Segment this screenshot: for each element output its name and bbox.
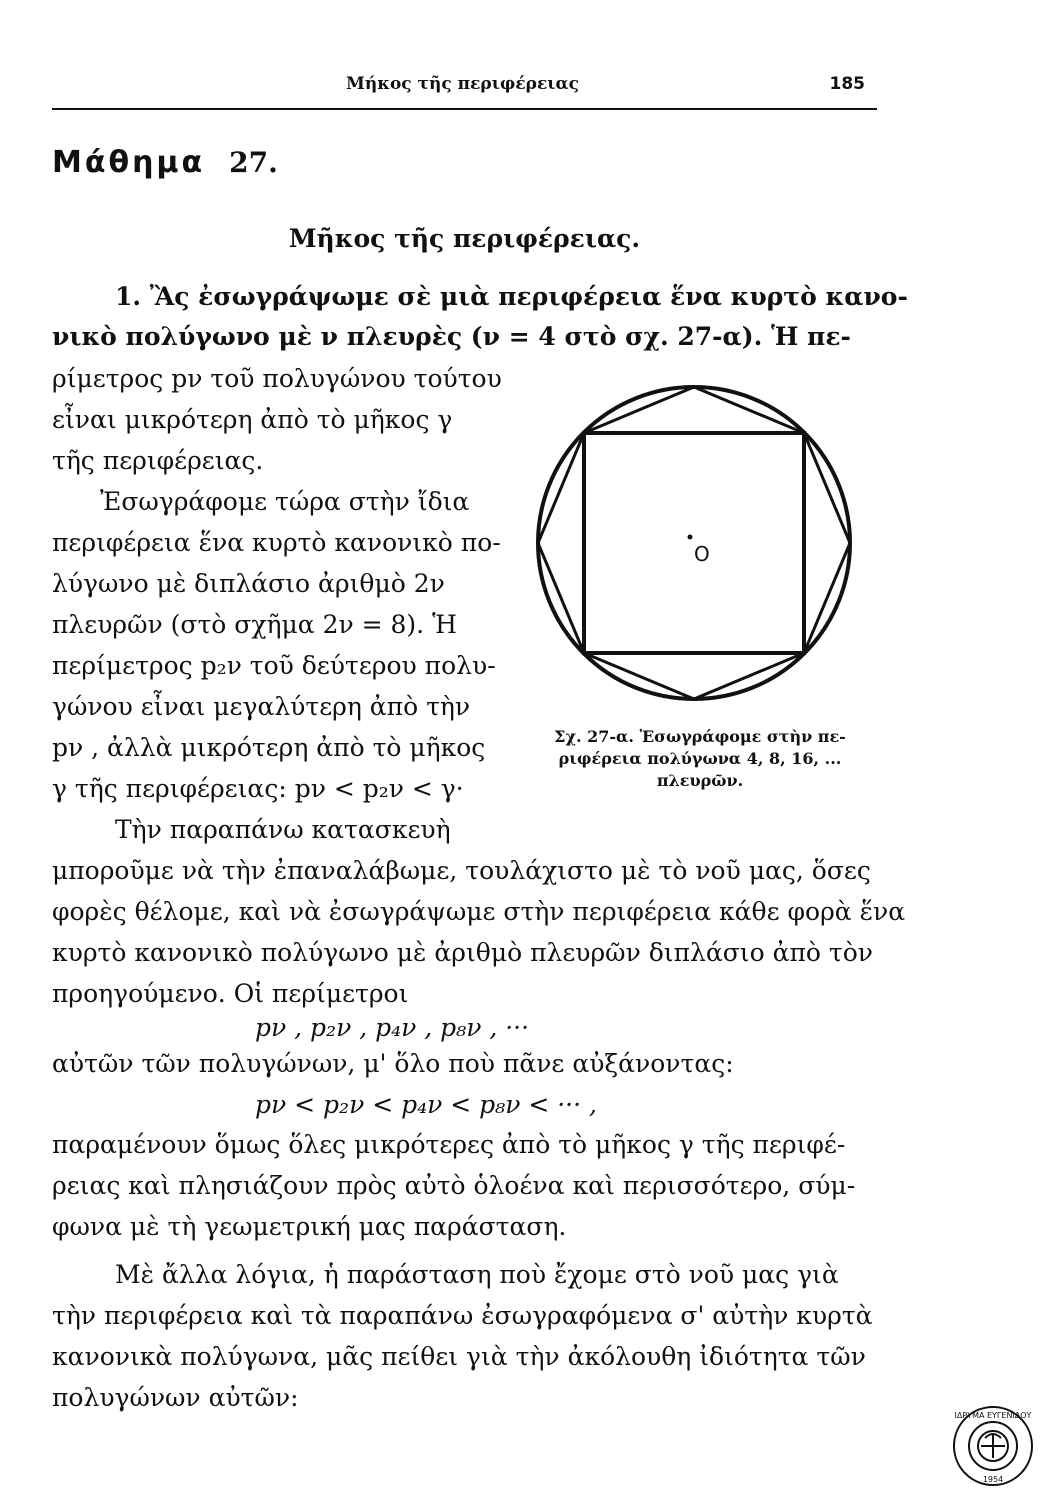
text-line: παραμένουν ὅμως ὅλες μικρότερες ἀπὸ τὸ μῆκος γ τῆς περιφέ- <box>52 1130 846 1159</box>
inequality-equation: pν < p₂ν < p₄ν < p₈ν < ··· , <box>255 1090 597 1119</box>
inscribed-polygons-diagram <box>530 365 866 715</box>
section-title: Μῆκος τῆς περιφέρειας. <box>288 224 641 253</box>
text-line: Τὴν παραπάνω κατασκευὴ <box>115 815 451 844</box>
text-line: ρειας καὶ πλησιάζουν πρὸς αὐτὸ ὁλοένα καὶ περισσότερο, σύμ- <box>52 1171 856 1200</box>
text-line: λύγωνο μὲ διπλάσιο ἀριθμὸ 2ν <box>52 569 445 598</box>
text-line: γ τῆς περιφέρειας: pν < p₂ν < γ· <box>52 774 464 803</box>
sequence-equation: pν , p₂ν , p₄ν , p₈ν , ··· <box>255 1013 530 1042</box>
text-line: προηγούμενο. Οἱ περίμετροι <box>52 979 409 1008</box>
figure-27a <box>530 365 866 719</box>
text-line: αὐτῶν τῶν πολυγώνων, μ' ὅλο ποὺ πᾶνε αὐξάνοντας: <box>52 1049 734 1078</box>
text-line: μποροῦμε νὰ τὴν ἐπαναλάβωμε, τουλάχιστο μὲ τὸ νοῦ μας, ὅσες <box>52 856 871 885</box>
text-line: πολυγώνων αὐτῶν: <box>52 1383 299 1412</box>
text-line: νικὸ πολύγωνο μὲ ν πλευρὲς (ν = 4 στὸ σχ. 27-α). Ἡ πε- <box>52 322 851 351</box>
lesson-label: Μάθημα <box>52 145 206 180</box>
text-line: pν , ἀλλὰ μικρότερη ἀπὸ τὸ μῆκος <box>52 733 486 762</box>
text-line: πλευρῶν (στὸ σχῆμα 2ν = 8). Ἡ <box>52 610 457 639</box>
caption-line: Σχ. 27-α. Ἐσωγράφομε στὴν πε- <box>554 727 846 746</box>
lesson-number: 27. <box>229 146 278 179</box>
caption-line: ριφέρεια πολύγωνα 4, 8, 16, ... <box>558 749 842 768</box>
running-title: Μήκος τῆς περιφέρειας <box>346 74 579 94</box>
lesson-heading <box>52 145 278 180</box>
caption-line: πλευρῶν. <box>656 771 744 790</box>
text-line: ρίμετρος pν τοῦ πολυγώνου τούτου <box>52 364 502 393</box>
svg-text:ΙΔΡΥΜΑ ΕΥΓΕΝΙΔΟΥ: ΙΔΡΥΜΑ ΕΥΓΕΝΙΔΟΥ <box>954 1411 1032 1420</box>
text-line: περιφέρεια ἕνα κυρτὸ κανονικὸ πο- <box>52 528 501 557</box>
page-number: 185 <box>829 74 865 94</box>
figure-caption <box>522 726 878 792</box>
center-point <box>688 535 693 540</box>
header-rule <box>52 108 877 110</box>
seal-icon <box>951 1404 1035 1488</box>
text-line: εἶναι μικρότερη ἀπὸ τὸ μῆκος γ <box>52 405 453 434</box>
text-line: φωνα μὲ τὴ γεωμετρική μας παράσταση. <box>52 1212 567 1241</box>
text-line: γώνου εἶναι μεγαλύτερη ἀπὸ τὴν <box>52 692 471 721</box>
text-line: περίμετρος p₂ν τοῦ δεύτερου πολυ- <box>52 651 496 680</box>
center-label: O <box>694 542 710 566</box>
text-line: κυρτὸ κανονικὸ πολύγωνο μὲ ἀριθμὸ πλευρῶν διπλάσιο ἀπὸ τὸν <box>52 938 873 967</box>
text-line: Μὲ ἄλλα λόγια, ἡ παράσταση ποὺ ἔχομε στὸ νοῦ μας γιὰ <box>115 1260 839 1289</box>
text-line: τῆς περιφέρειας. <box>52 446 264 475</box>
svg-text:1954: 1954 <box>982 1475 1004 1484</box>
foundation-seal-logo <box>951 1404 1035 1492</box>
text-line: 1. Ἂς ἐσωγράψωμε σὲ μιὰ περιφέρεια ἕνα κυρτὸ κανο- <box>115 282 908 311</box>
text-line: κανονικὰ πολύγωνα, μᾶς πείθει γιὰ τὴν ἀκόλουθη ἰδιότητα τῶν <box>52 1342 866 1371</box>
text-line: τὴν περιφέρεια καὶ τὰ παραπάνω ἐσωγραφόμενα σ' αὐτὴν κυρτὰ <box>52 1301 873 1330</box>
text-line: Ἐσωγράφομε τώρα στὴν ἴδια <box>100 487 470 516</box>
text-line: φορὲς θέλομε, καὶ νὰ ἐσωγράψωμε στὴν περιφέρεια κάθε φορὰ ἕνα <box>52 897 906 926</box>
